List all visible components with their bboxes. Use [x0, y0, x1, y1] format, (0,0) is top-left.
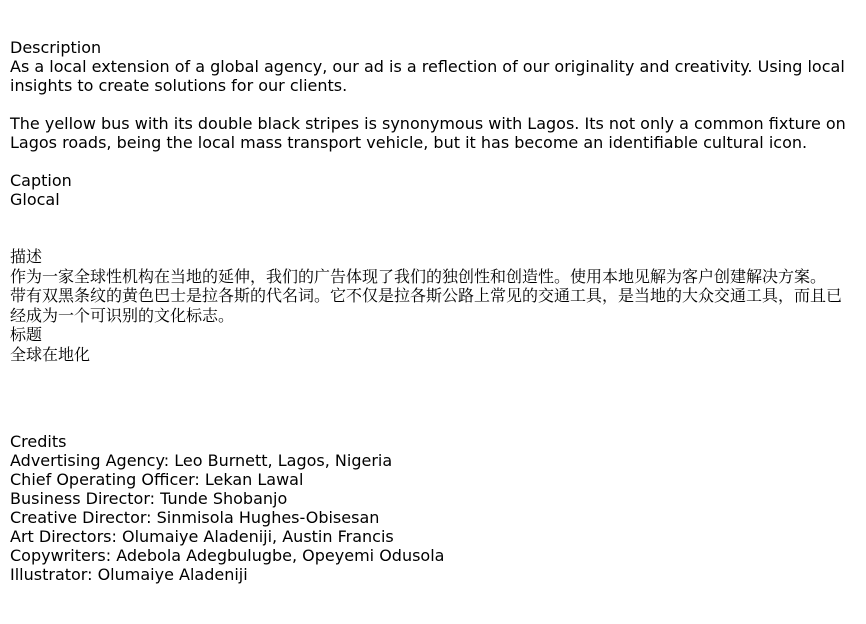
caption-text: Glocal	[10, 190, 60, 209]
spacer	[10, 209, 856, 247]
caption-heading: Caption	[10, 171, 72, 190]
description-paragraph-2: The yellow bus with its double black stripes is synonymous with Lagos. Its not only a common fixture on Lagos roads, being the local mass transport vehicle, but it has become an identifiable cultural icon.	[10, 114, 846, 152]
credit-line: Business Director: Tunde Shobanjo	[10, 489, 288, 508]
credits-heading: Credits	[10, 432, 67, 451]
credit-line: Advertising Agency: Leo Burnett, Lagos, Nigeria	[10, 451, 393, 470]
description-paragraph-1-zh: 作为一家全球性机构在当地的延伸，我们的广告体现了我们的独创性和创造性。使用本地见解为客户创建解决方案。	[10, 266, 827, 286]
description-paragraph-1: As a local extension of a global agency, our ad is a reflection of our originality and creativity. Using local insights to create solutions for our clients.	[10, 57, 845, 95]
credit-line: Art Directors: Olumaiye Aladeniji, Austin Francis	[10, 527, 394, 546]
chinese-section	[10, 247, 856, 364]
description-heading-zh: 描述	[10, 247, 43, 266]
caption-text-zh: 全球在地化	[10, 344, 91, 364]
credit-line: Creative Director: Sinmisola Hughes-Obisesan	[10, 508, 380, 527]
description-heading: Description	[10, 38, 102, 57]
credit-line: Copywriters: Adebola Adegbulugbe, Opeyemi Odusola	[10, 546, 445, 565]
spacer	[10, 95, 856, 114]
description-paragraph-2-zh: 带有双黑条纹的黄色巴士是拉各斯的代名词。它不仅是拉各斯公路上常见的交通工具，是当地的大众交通工具，而且已经成为一个可识别的文化标志。	[10, 286, 843, 325]
credit-line: Chief Operating Officer: Lekan Lawal	[10, 470, 304, 489]
english-section	[10, 38, 856, 209]
spacer	[10, 152, 856, 171]
spacer	[10, 364, 856, 432]
credit-line: Illustrator: Olumaiye Aladeniji	[10, 565, 248, 584]
caption-heading-zh: 标题	[10, 325, 43, 344]
credits-section	[10, 432, 856, 584]
